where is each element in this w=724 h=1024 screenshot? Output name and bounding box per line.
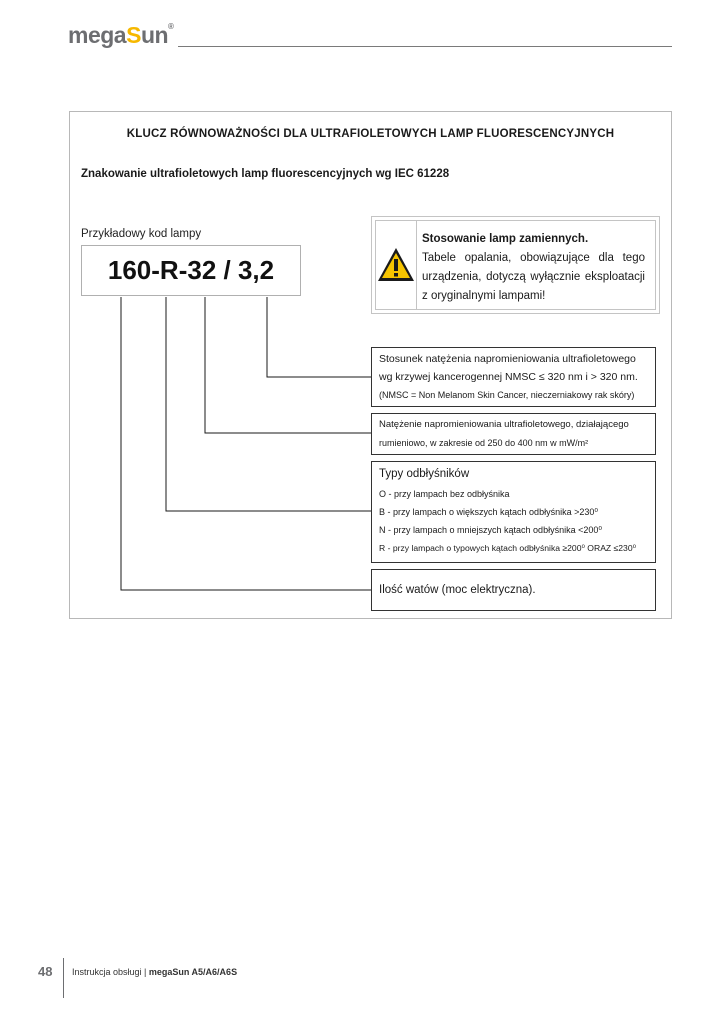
warning-heading: Stosowanie lamp zamiennych. xyxy=(422,233,589,245)
wattage-text: Ilość watów (moc elektryczna). xyxy=(379,584,536,596)
reflector-type-item: O - przy lampach bez odbłyśnika xyxy=(379,489,510,499)
footer-text: Instrukcja obsługi | megaSun A5/A6/A6S xyxy=(72,967,238,977)
example-code-box: 160-R-32 / 3,2 xyxy=(81,245,301,296)
nmsc-ratio-note: (NMSC = Non Melanom Skin Cancer, nieczerniakowy rak skóry) xyxy=(379,390,635,400)
reflector-type-item: R - przy lampach o typowych kątach odbłyśnika ≥200⁰ ORAZ ≤230⁰ xyxy=(379,543,637,553)
page-number: 48 xyxy=(38,964,53,979)
irradiance-line2: rumieniowo, w zakresie od 250 do 400 nm w mW/m² xyxy=(379,438,589,448)
irradiance-box xyxy=(371,413,656,455)
reflector-type-item: N - przy lampach o mniejszych kątach odbłyśnika <200⁰ xyxy=(379,525,602,535)
connector-nmsc xyxy=(267,297,371,377)
reflector-type-item: B - przy lampach o większych kątach odbłyśnika >230⁰ xyxy=(379,507,598,517)
nmsc-ratio-line1: Stosunek natężenia napromieniowania ultrafioletowego xyxy=(379,353,636,365)
megasun-logo: megaSun® xyxy=(68,22,174,48)
warning-text: Tabele opalania, obowiązujące dla tego urządzenia, dotyczą wyłącznie eksploatacji z oryginalnymi lampami! xyxy=(422,252,645,302)
reflector-types-box xyxy=(371,461,656,563)
nmsc-ratio-box xyxy=(371,347,656,407)
example-code-label: Przykładowy kod lampy xyxy=(81,228,202,240)
connector-wattage xyxy=(121,297,371,590)
footer-divider xyxy=(63,958,64,998)
connector-irradiance xyxy=(205,297,371,433)
irradiance-line1: Natężenie napromieniowania ultrafioletowego, działającego xyxy=(379,419,629,430)
connector-reflector xyxy=(166,297,371,511)
page-title: KLUCZ RÓWNOWAŻNOŚCI DLA ULTRAFIOLETOWYCH LAMP FLUORESCENCYJNYCH xyxy=(126,128,615,140)
nmsc-ratio-line2: wg krzywej kancerogennej NMSC ≤ 320 nm i > 320 nm. xyxy=(379,371,638,383)
wattage-box xyxy=(371,569,656,611)
section-subtitle: Znakowanie ultrafioletowych lamp fluorescencyjnych wg IEC 61228 xyxy=(81,168,450,180)
reflector-types-heading: Typy odbłyśników xyxy=(379,468,470,480)
